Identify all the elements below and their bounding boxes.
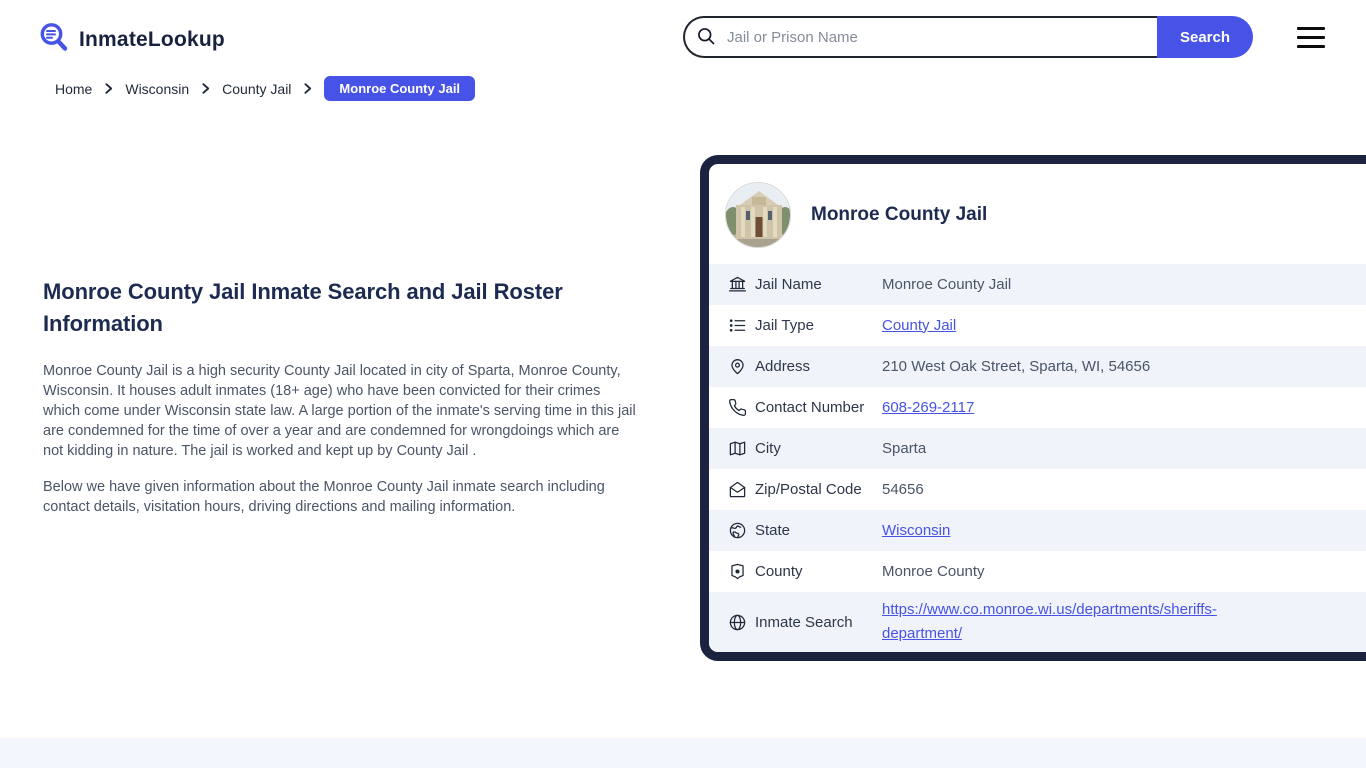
chevron-right-icon (301, 82, 314, 95)
row-state (709, 510, 1366, 551)
row-label: City (755, 440, 781, 457)
location-pin-icon (727, 357, 747, 377)
brand-logo[interactable] (38, 21, 225, 58)
breadcrumb-home[interactable]: Home (55, 80, 93, 97)
breadcrumb (55, 76, 475, 101)
row-label: State (755, 522, 791, 539)
phone-icon (727, 398, 747, 418)
search-button[interactable]: Search (1157, 16, 1253, 58)
footer-strip (0, 738, 1366, 768)
row-city (709, 428, 1366, 469)
article-paragraph: Below we have given information about the Monroe County Jail inmate search including contact details, visitation hours, driving directions and mailing information. (43, 479, 605, 515)
row-county (709, 551, 1366, 592)
chevron-right-icon (102, 82, 115, 95)
globe-earth-icon (727, 521, 747, 541)
row-jail-name (709, 264, 1366, 305)
jail-name-value: Monroe County Jail (882, 275, 1012, 293)
row-contact-number (709, 387, 1366, 428)
breadcrumb-state[interactable]: Wisconsin (125, 80, 190, 97)
row-inmate-search (709, 592, 1366, 652)
row-jail-type (709, 305, 1366, 346)
row-label: Contact Number (755, 399, 865, 416)
search-input[interactable] (683, 16, 1157, 58)
inmate-search-link[interactable]: https://www.co.monroe.wi.us/departments/sheriffs-department/ (882, 601, 1217, 642)
search-icon (696, 26, 716, 51)
row-label: Zip/Postal Code (755, 481, 862, 498)
breadcrumb-current-badge: Monroe County Jail (324, 76, 475, 101)
search-bar (683, 16, 1253, 58)
magnifier-logo-icon (38, 21, 70, 58)
brand-name: InmateLookup (79, 27, 225, 51)
county-badge-icon (727, 562, 747, 582)
article (43, 276, 640, 517)
map-icon (727, 439, 747, 459)
top-header (0, 0, 1366, 75)
county-value: Monroe County (882, 562, 985, 580)
list-icon (727, 316, 747, 336)
contact-number-link[interactable]: 608-269-2117 (882, 398, 975, 416)
address-value: 210 West Oak Street, Sparta, WI, 54656 (882, 357, 1151, 375)
row-label: County (755, 563, 803, 580)
state-link[interactable]: Wisconsin (882, 521, 951, 539)
page-title: Monroe County Jail Inmate Search and Jail Roster Information (43, 279, 563, 336)
row-label: Jail Type (755, 317, 814, 334)
zip-code-value: 54656 (882, 480, 924, 498)
row-label: Jail Name (755, 276, 822, 293)
jail-card-title: Monroe County Jail (811, 203, 988, 225)
row-label: Address (755, 358, 811, 375)
menu-hamburger-icon[interactable] (1297, 27, 1325, 48)
bank-icon (727, 275, 747, 295)
jail-info-card (700, 155, 1366, 661)
row-label: Inmate Search (755, 613, 853, 631)
row-address (709, 346, 1366, 387)
jail-photo (725, 182, 791, 248)
jail-info-table (709, 264, 1366, 652)
chevron-right-icon (199, 82, 212, 95)
jail-card-header (709, 164, 1366, 264)
globe-meridians-icon (727, 612, 747, 632)
city-value: Sparta (882, 439, 927, 457)
envelope-open-icon (727, 480, 747, 500)
article-paragraph: Monroe County Jail is a high security County Jail located in city of Sparta, Monroe County, Wisconsin. It houses adult inmates (18+ age) who have been convicted for their crimes which come under Wisconsin state law. A large portion of the inmate's serving time in this jail are condemned for the time of over a year and are condemned for wrongdoings which are not kidding in nature. The jail is worked and kept up by County Jail . (43, 363, 636, 459)
row-zip-code (709, 469, 1366, 510)
jail-type-link[interactable]: County Jail (882, 316, 957, 334)
breadcrumb-jail-type[interactable]: County Jail (222, 80, 292, 97)
